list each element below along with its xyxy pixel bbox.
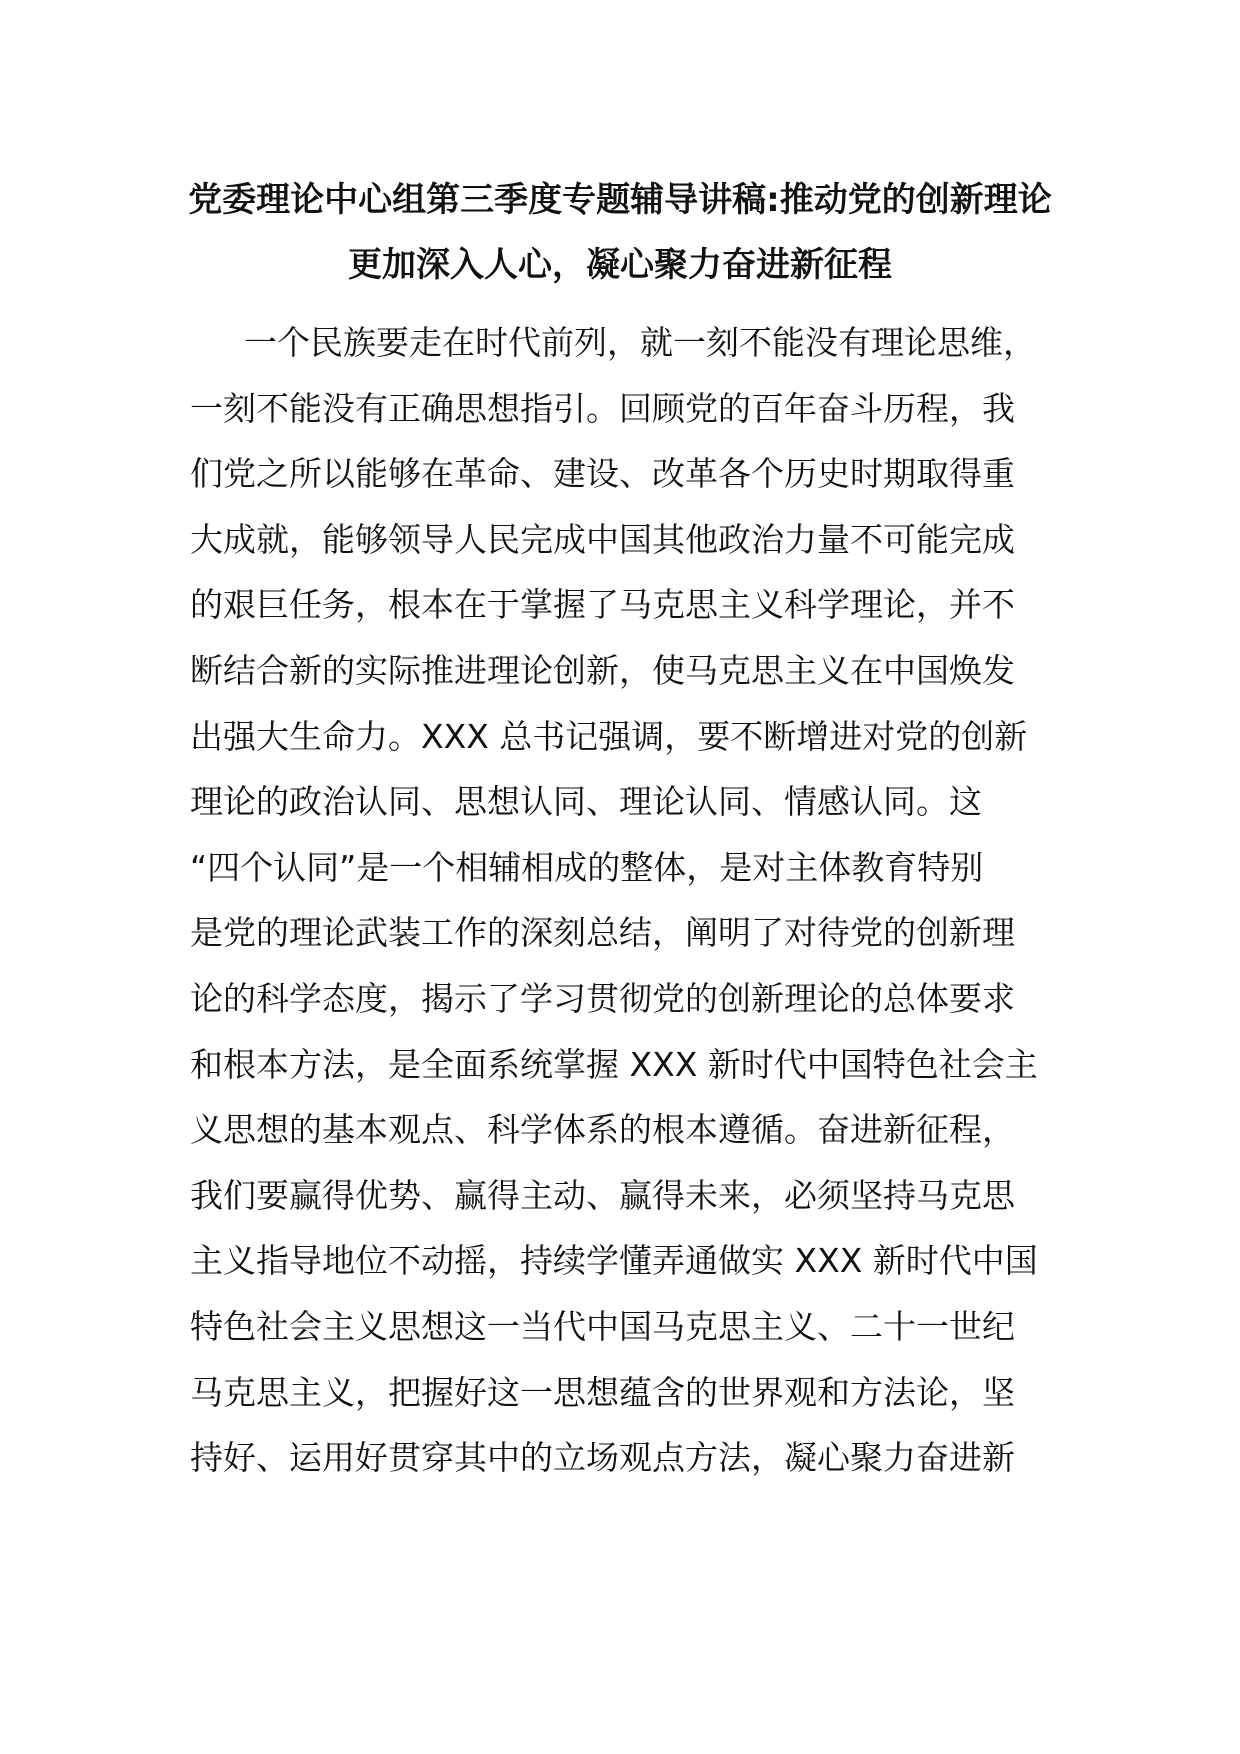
body-line: 论的科学态度，揭示了学习贯彻党的创新理论的总体要求 [190,978,1015,1018]
body-line: 主义指导地位不动摇，持续学懂弄通做实 XXX 新时代中国 [190,1241,1038,1281]
document-title-line-2: 更加深入人心，凝心聚力奋进新征程 [348,245,892,285]
body-line: 大成就，能够领导人民完成中国其他政治力量不可能完成 [190,519,1015,559]
body-line: 断结合新的实际推进理论创新，使马克思主义在中国焕发 [190,650,1015,690]
document-title-line-1: 党委理论中心组第三季度专题辅导讲稿:推动党的创新理论 [188,180,1052,220]
body-line: 和根本方法，是全面系统掌握 XXX 新时代中国特色社会主 [190,1044,1038,1084]
body-line: 持好、运用好贯穿其中的立场观点方法，凝心聚力奋进新 [190,1438,1015,1478]
body-line: 的艰巨任务，根本在于掌握了马克思主义科学理论，并不 [190,585,1015,625]
body-line: 我们要赢得优势、赢得主动、赢得未来，必须坚持马克思 [190,1175,1015,1215]
body-line: 一刻不能没有正确思想指引。回顾党的百年奋斗历程，我 [190,388,1015,428]
body-line: 理论的政治认同、思想认同、理论认同、情感认同。这 [190,782,982,822]
body-line: 是党的理论武装工作的深刻总结，阐明了对待党的创新理 [190,913,1015,953]
document-body [190,310,1070,1491]
body-line: 们党之所以能够在革命、建设、改革各个历史时期取得重 [190,454,1015,494]
body-line: 出强大生命力。XXX 总书记强调，要不断增进对党的创新 [190,716,1028,756]
body-line: “四个认同”是一个相辅相成的整体，是对主体教育特别 [190,847,984,887]
body-line: 马克思主义，把握好这一思想蕴含的世界观和方法论，坚 [190,1372,1015,1412]
body-line: 一个民族要走在时代前列，就一刻不能没有理论思维， [244,323,1036,362]
body-line: 义思想的基本观点、科学体系的根本遵循。奋进新征程， [190,1110,1015,1150]
body-line: 特色社会主义思想这一当代中国马克思主义、二十一世纪 [190,1306,1015,1346]
